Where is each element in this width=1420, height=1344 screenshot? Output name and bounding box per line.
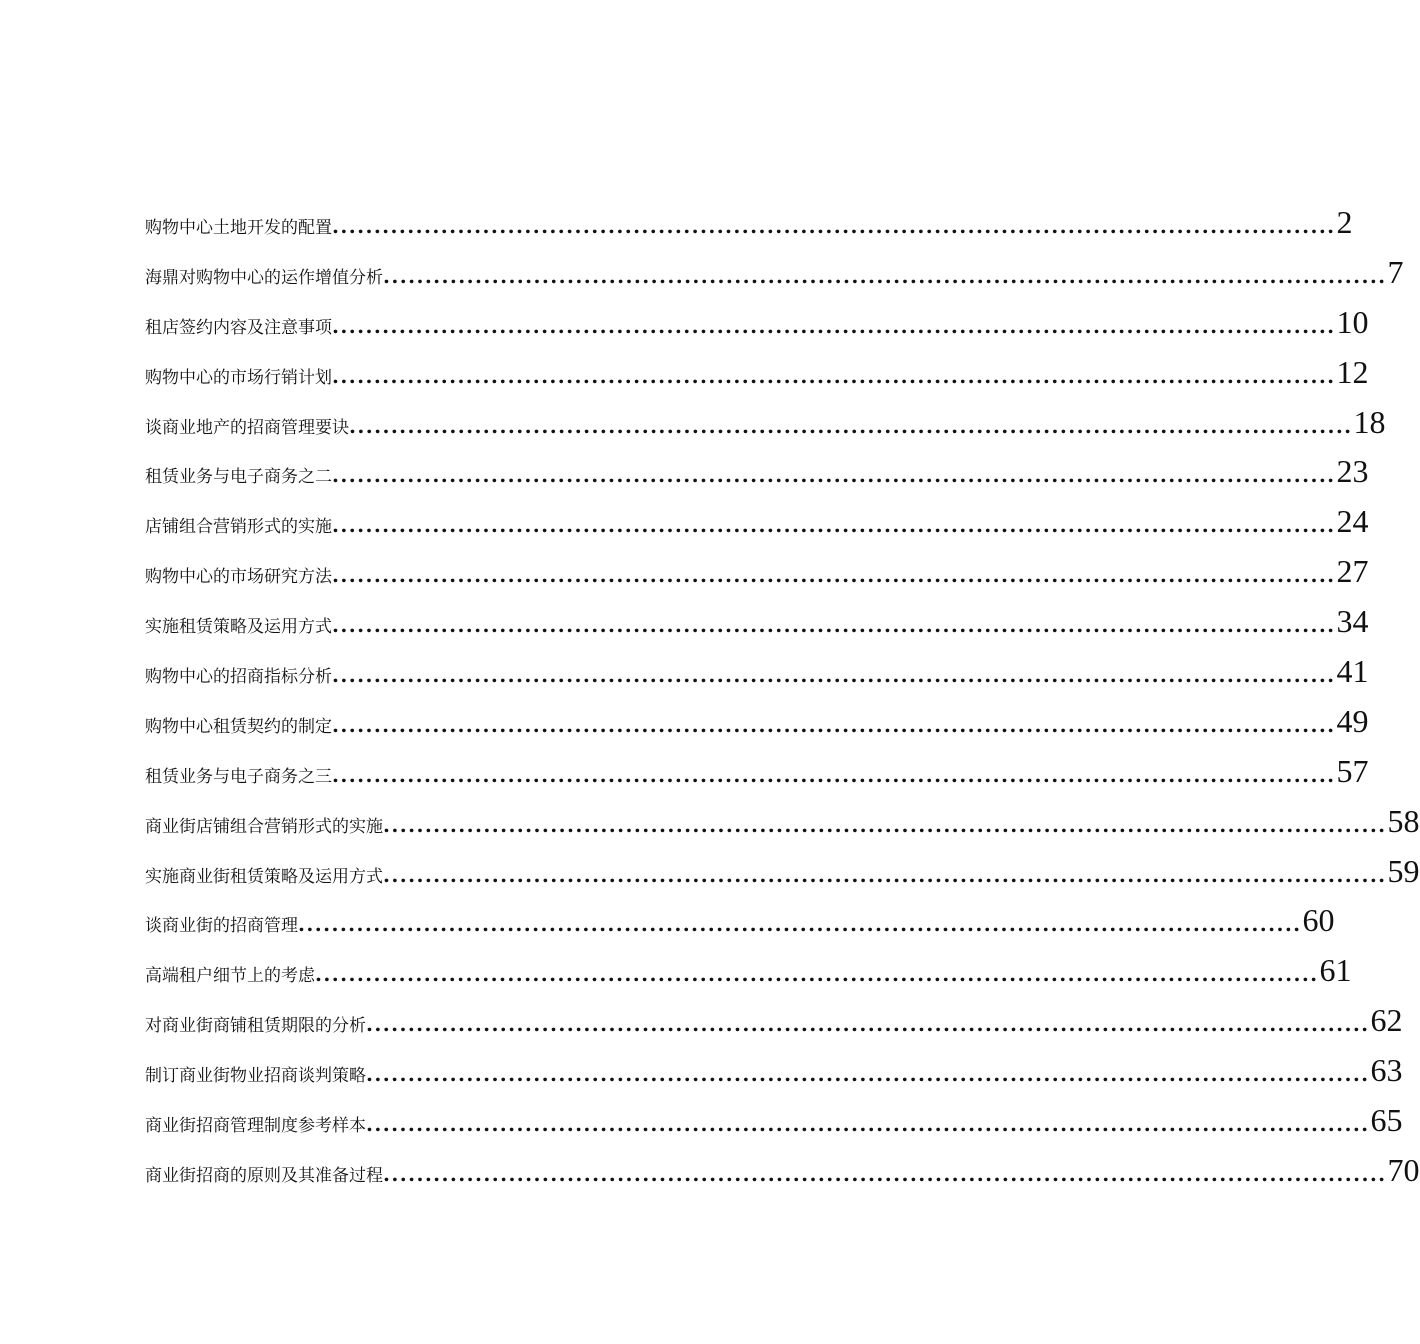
- toc-page-number: 24: [1336, 503, 1369, 540]
- toc-dot-leader: ........................................................................................................................: [383, 263, 1387, 288]
- toc-dot-leader: ........................................................................................................................: [383, 1161, 1387, 1186]
- toc-dot-leader: ........................................................................................................................: [332, 313, 1336, 338]
- toc-dot-leader: ........................................................................................................................: [332, 513, 1336, 538]
- toc-entry[interactable]: [145, 453, 1369, 503]
- toc-entry[interactable]: [145, 603, 1369, 653]
- toc-page-number: 7: [1387, 253, 1404, 290]
- toc-dot-leader: ........................................................................................................................: [383, 862, 1387, 887]
- toc-dot-leader: ........................................................................................................................: [383, 812, 1387, 837]
- toc-page-number: 57: [1336, 752, 1369, 789]
- toc-entry[interactable]: [145, 1102, 1403, 1152]
- toc-entry[interactable]: [145, 1151, 1420, 1202]
- toc-entry-title: 对商业街商铺租赁期限的分析: [145, 1016, 366, 1037]
- toc-page-number: 59: [1387, 852, 1420, 889]
- toc-page-number: 12: [1336, 353, 1369, 390]
- table-of-contents: [145, 204, 1420, 1202]
- toc-entry-title: 实施租赁策略及运用方式: [145, 617, 332, 638]
- toc-page-number: 49: [1336, 702, 1369, 739]
- toc-page-number: 2: [1336, 204, 1353, 240]
- toc-page-number: 65: [1370, 1102, 1403, 1139]
- toc-entry-title: 高端租户细节上的考虑: [145, 966, 315, 987]
- toc-entry[interactable]: [145, 303, 1369, 354]
- toc-entry[interactable]: [145, 702, 1369, 753]
- toc-entry-title: 租店签约内容及注意事项: [145, 317, 332, 338]
- toc-dot-leader: ........................................................................................................................: [332, 663, 1336, 688]
- toc-entry-title: 谈商业地产的招商管理要诀: [145, 417, 349, 438]
- toc-entry-title: 购物中心租赁契约的制定: [145, 716, 332, 737]
- toc-entry[interactable]: [145, 952, 1352, 1002]
- toc-page-number: 34: [1336, 603, 1369, 640]
- toc-entry[interactable]: [145, 403, 1386, 454]
- toc-page-number: 62: [1370, 1002, 1403, 1039]
- toc-dot-leader: ........................................................................................................................: [366, 1012, 1370, 1037]
- toc-entry[interactable]: [145, 902, 1335, 952]
- toc-page-number: 27: [1336, 553, 1369, 590]
- toc-dot-leader: ........................................................................................................................: [332, 563, 1336, 588]
- toc-entry-title: 购物中心的市场行销计划: [145, 367, 332, 388]
- toc-entry-title: 商业街店铺组合营销形式的实施: [145, 816, 383, 837]
- toc-entry-title: 店铺组合营销形式的实施: [145, 517, 332, 538]
- toc-dot-leader: ........................................................................................................................: [349, 413, 1353, 438]
- toc-entry-title: 商业街招商的原则及其准备过程: [145, 1165, 383, 1186]
- toc-page-number: 23: [1336, 453, 1369, 490]
- toc-dot-leader: ........................................................................................................................: [298, 912, 1302, 937]
- toc-entry[interactable]: [145, 553, 1369, 603]
- toc-entry-title: 谈商业街的招商管理: [145, 916, 298, 937]
- toc-page-number: 70: [1387, 1151, 1420, 1188]
- toc-page-number: 41: [1336, 653, 1369, 690]
- toc-entry[interactable]: [145, 503, 1369, 553]
- toc-dot-leader: ........................................................................................................................: [366, 1112, 1370, 1137]
- toc-entry[interactable]: [145, 802, 1420, 853]
- toc-entry-title: 购物中心土地开发的配置: [145, 218, 332, 238]
- toc-dot-leader: ........................................................................................................................: [332, 613, 1336, 638]
- toc-page-number: 61: [1319, 952, 1352, 989]
- toc-entry[interactable]: [145, 653, 1369, 703]
- toc-dot-leader: ........................................................................................................................: [332, 712, 1336, 737]
- toc-entry[interactable]: [145, 1052, 1403, 1102]
- toc-dot-leader: ........................................................................................................................: [332, 463, 1336, 488]
- toc-entry-title: 海鼎对购物中心的运作增值分析: [145, 267, 383, 288]
- toc-entry[interactable]: [145, 852, 1420, 903]
- toc-entry-title: 购物中心的市场研究方法: [145, 567, 332, 588]
- toc-page-number: 63: [1370, 1052, 1403, 1089]
- toc-entry[interactable]: [145, 204, 1353, 254]
- toc-dot-leader: ........................................................................................................................: [332, 363, 1336, 388]
- toc-entry-title: 制订商业街物业招商谈判策略: [145, 1066, 366, 1087]
- toc-entry-title: 商业街招商管理制度参考样本: [145, 1116, 366, 1137]
- toc-entry[interactable]: [145, 353, 1369, 404]
- toc-page-number: 58: [1387, 802, 1420, 839]
- toc-dot-leader: ........................................................................................................................: [332, 214, 1336, 238]
- toc-entry-title: 购物中心的招商指标分析: [145, 667, 332, 688]
- toc-entry-title: 租赁业务与电子商务之二: [145, 467, 332, 488]
- toc-entry[interactable]: [145, 1002, 1403, 1052]
- toc-page-number: 10: [1336, 303, 1369, 340]
- toc-dot-leader: ........................................................................................................................: [315, 962, 1319, 987]
- toc-entry-title: 租赁业务与电子商务之三: [145, 766, 332, 787]
- toc-page-number: 60: [1302, 902, 1335, 939]
- toc-entry[interactable]: [145, 752, 1369, 803]
- toc-entry-title: 实施商业街租赁策略及运用方式: [145, 866, 383, 887]
- toc-dot-leader: ........................................................................................................................: [366, 1062, 1370, 1087]
- toc-dot-leader: ........................................................................................................................: [332, 762, 1336, 787]
- toc-entry[interactable]: [145, 253, 1404, 304]
- toc-page-number: 18: [1353, 403, 1386, 440]
